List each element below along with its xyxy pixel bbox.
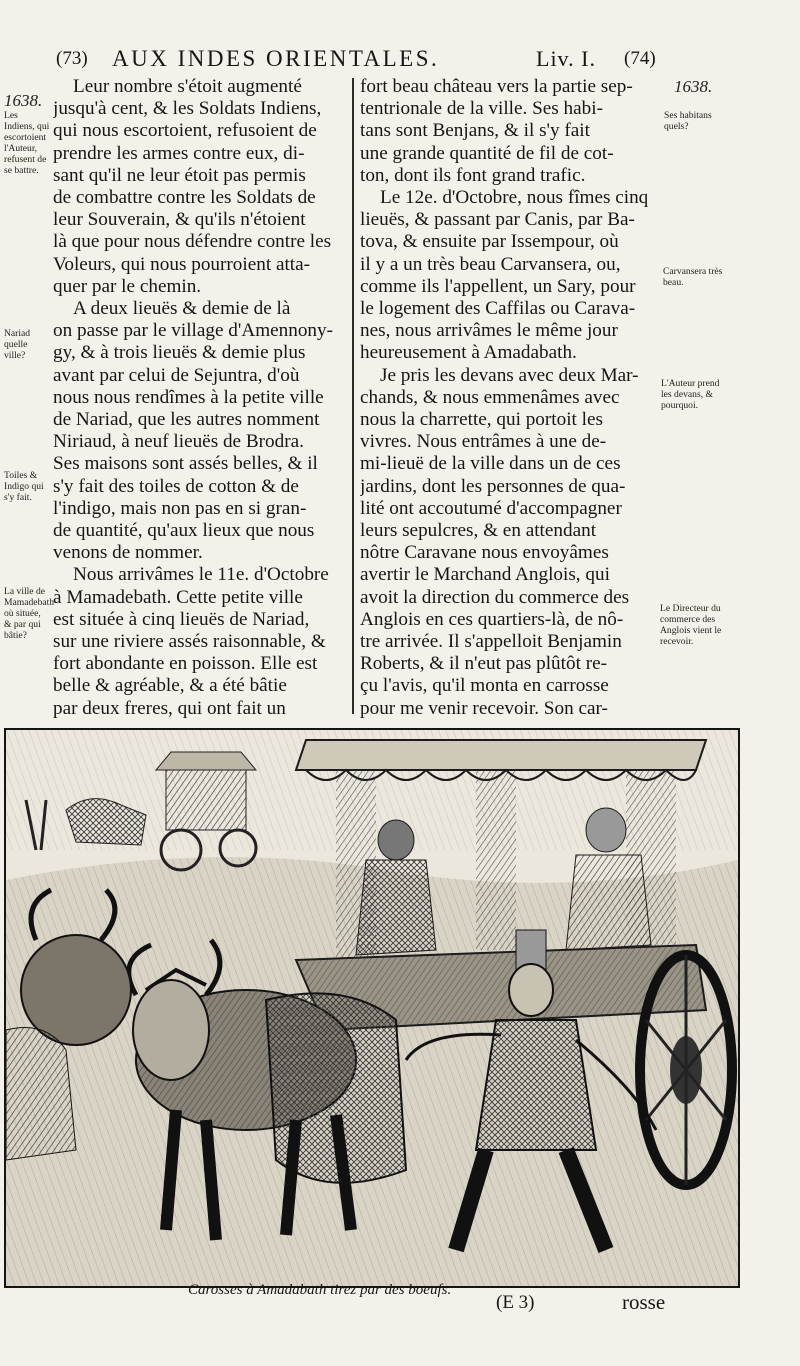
text-line: Le 12e. d'Octobre, nous fîmes cinq [380, 187, 649, 209]
signature-mark: (E 3) [496, 1292, 535, 1313]
margin-year-left: 1638. [4, 91, 43, 110]
margin-note-devans: L'Auteur prend les devans, & pourquoi. [661, 378, 720, 411]
text-line: tentrionale de la ville. Ses habi- [360, 98, 603, 120]
margin-year-right-block [674, 78, 770, 96]
text-line: tova, & ensuite par Issempour, où [360, 231, 619, 253]
text-line: leurs sepulcres, & en attendant [360, 520, 597, 542]
text-line: Ses maisons sont assés belles, & il [53, 453, 318, 475]
text-line: lité ont accoutumé d'accompagner [360, 497, 622, 519]
text-line: de quantité, qu'aux lieux que nous [53, 520, 315, 542]
text-line: à Mamadebath. Cette petite ville [53, 586, 303, 608]
text-line: A deux lieuës & demie de là [73, 298, 291, 320]
text-line: nôtre Caravane nous envoyâmes [360, 542, 609, 564]
text-line: sur une riviere assés raisonnable, & [53, 631, 326, 653]
text-line: sant qu'il ne leur étoit pas permis [53, 164, 306, 186]
text-line: le logement des Caffilas ou Carava- [360, 298, 636, 320]
margin-note-directeur: Le Directeur du commerce des Anglois vient le recevoir. [660, 603, 722, 647]
text-line: leur Souverain, & qu'ils n'étoient [53, 209, 306, 231]
text-line: gy, & à trois lieuës & demie plus [53, 342, 306, 364]
text-line: de Nariad, que les autres nomment [53, 409, 320, 431]
book-number: Liv. I. [536, 46, 596, 71]
right-text-column [360, 76, 659, 720]
text-line: de combattre contre les Soldats de [53, 187, 316, 209]
margin-note-indigo: Toiles & Indigo qui s'y fait. [4, 470, 44, 503]
margin-note-nariad: Nariad quelle ville? [4, 328, 31, 361]
margin-note-carvansera: Carvansera très beau. [663, 266, 723, 288]
text-line: ton, dont ils font grand trafic. [360, 164, 586, 186]
margin-note-escort [4, 92, 50, 176]
text-line: mi-lieuë de la ville dans un de ces [360, 453, 621, 475]
text-line: avertir le Marchand Anglois, qui [360, 564, 610, 586]
catchword: rosse [622, 1290, 666, 1314]
text-line: nes, nous arrivâmes le même jour [360, 320, 618, 342]
ox-carriage-engraving [6, 730, 738, 1286]
text-line: Niriaud, à neuf lieuës de Brodra. [53, 431, 304, 453]
margin-note-escort-text: Les Indiens, qui escortoient l'Auteur, refusent de se battre. [4, 110, 50, 176]
text-line: est située à cinq lieuës de Nariad, [53, 608, 310, 630]
text-line: venons de nommer. [53, 542, 203, 564]
text-line: comme ils l'appellent, un Sary, pour [360, 275, 636, 297]
text-line: par deux freres, qui ont fait un [53, 697, 286, 719]
margin-note-habitans: Ses habitans quels? [664, 110, 712, 132]
text-line: avoit la direction du commerce des [360, 586, 630, 608]
right-page-number: (74) [624, 48, 656, 69]
text-line: prendre les armes contre eux, di- [53, 142, 305, 164]
margin-note-mamadebath: La ville de Mamadebath où située, & par qui bâtie? [4, 586, 55, 641]
margin-year-right: 1638. [674, 77, 713, 96]
figure-caption: Carosses à Amadabath tirez par des boeufs. [188, 1282, 452, 1298]
text-line: Anglois en ces quartiers-là, de nô- [360, 608, 624, 630]
text-line: Voleurs, qui nous pourroient atta- [53, 253, 311, 275]
text-line: il y a un très beau Carvansera, ou, [360, 253, 621, 275]
text-line: une grande quantité de fil de cot- [360, 142, 614, 164]
text-line: tre arrivée. Il s'appelloit Benjamin [360, 631, 622, 653]
text-line: qui nous escortoient, refusoient de [53, 120, 317, 142]
text-line: on passe par le village d'Amennony- [53, 320, 333, 342]
text-line: fort beau château vers la partie sep- [360, 76, 633, 97]
text-line: Leur nombre s'étoit augmenté [73, 76, 302, 97]
text-line: Roberts, & il n'eut pas plûtôt re- [360, 653, 607, 675]
text-line: avant par celui de Sejuntra, d'où [53, 364, 300, 386]
text-line: pour me venir recevoir. Son car- [360, 697, 608, 719]
text-line: là que pour nous défendre contre les [53, 231, 332, 253]
text-line: nous nous rendîmes à la petite ville [53, 386, 324, 408]
left-page-number: (73) [56, 48, 88, 69]
running-title: AUX INDES ORIENTALES. [112, 46, 440, 71]
column-rule [352, 78, 354, 714]
text-line: Nous arrivâmes le 11e. d'Octobre [73, 564, 329, 586]
text-line: s'y fait des toiles de cotton & de [53, 475, 299, 497]
text-line: jusqu'à cent, & les Soldats Indiens, [53, 98, 322, 120]
text-line: lieuës, & passant par Canis, par Ba- [360, 209, 635, 231]
text-line: fort abondante en poisson. Elle est [53, 653, 318, 675]
text-line: tans sont Benjans, & il s'y fait [360, 120, 590, 142]
text-line: chands, & nous emmenâmes avec [360, 386, 620, 408]
text-line: belle & agréable, & a été bâtie [53, 675, 287, 697]
text-line: l'indigo, mais non pas en si gran- [53, 497, 307, 519]
text-line: jardins, dont les personnes de qua- [360, 475, 626, 497]
text-line: çu l'avis, qu'il monta en carrosse [360, 675, 609, 697]
text-line: vivres. Nous entrâmes à une de- [360, 431, 607, 453]
text-line: quer par le chemin. [53, 275, 202, 297]
text-line: Je pris les devans avec deux Mar- [380, 364, 639, 386]
text-line: heureusement à Amadabath. [360, 342, 577, 364]
left-text-column [53, 76, 349, 720]
text-line: nous la charrette, qui portoit les [360, 409, 603, 431]
engraving-plate [4, 728, 740, 1288]
